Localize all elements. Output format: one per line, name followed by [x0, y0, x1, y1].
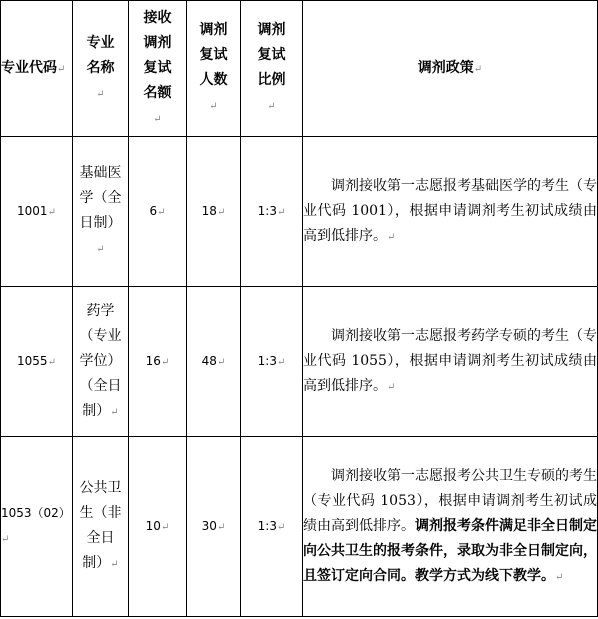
cell-code: 1001↵ [1, 137, 73, 287]
table-row [1, 137, 598, 287]
header-name: 专业名称↵ [73, 1, 129, 137]
cell-ratio: 1:3↵ [241, 137, 303, 287]
cell-quota: 16↵ [129, 287, 187, 437]
cell-policy: 调剂接收第一志愿报考药学专硕的考生（专业代码 1055），根据申请调剂考生初试成绩由高到低排序。↵ [303, 287, 598, 437]
cell-code: 1053（02）↵ [1, 437, 73, 617]
cell-count: 18↵ [187, 137, 241, 287]
header-policy: 调剂政策↵ [303, 1, 598, 137]
header-ratio: 调剂复试比例↵ [241, 1, 303, 137]
header-code: 专业代码↵ [1, 1, 73, 137]
cell-count: 30↵ [187, 437, 241, 617]
cell-ratio: 1:3↵ [241, 437, 303, 617]
cell-code: 1055↵ [1, 287, 73, 437]
header-row [1, 1, 598, 137]
cell-policy: 调剂接收第一志愿报考公共卫生专硕的考生（专业代码 1053），根据申请调剂考生初试成绩由高到低排序。调剂报考条件满足非全日制定向公共卫生的报考条件，录取为非全日制定向，且签订定向合同。教学方式为线下教学。↵ [303, 437, 598, 617]
cell-quota: 6↵ [129, 137, 187, 287]
cell-name: 公共卫生（非全日制）↵ [73, 437, 129, 617]
table-row [1, 437, 598, 617]
table-row [1, 287, 598, 437]
header-count: 调剂复试人数↵ [187, 1, 241, 137]
cell-ratio: 1:3↵ [241, 287, 303, 437]
cell-quota: 10↵ [129, 437, 187, 617]
cell-name: 基础医学（全日制）↵ [73, 137, 129, 287]
header-quota: 接收调剂复试名额↵ [129, 1, 187, 137]
cell-count: 48↵ [187, 287, 241, 437]
cell-name: 药学（专业学位）（全日制）↵ [73, 287, 129, 437]
cell-policy: 调剂接收第一志愿报考基础医学的考生（专业代码 1001），根据申请调剂考生初试成绩由高到低排序。↵ [303, 137, 598, 287]
